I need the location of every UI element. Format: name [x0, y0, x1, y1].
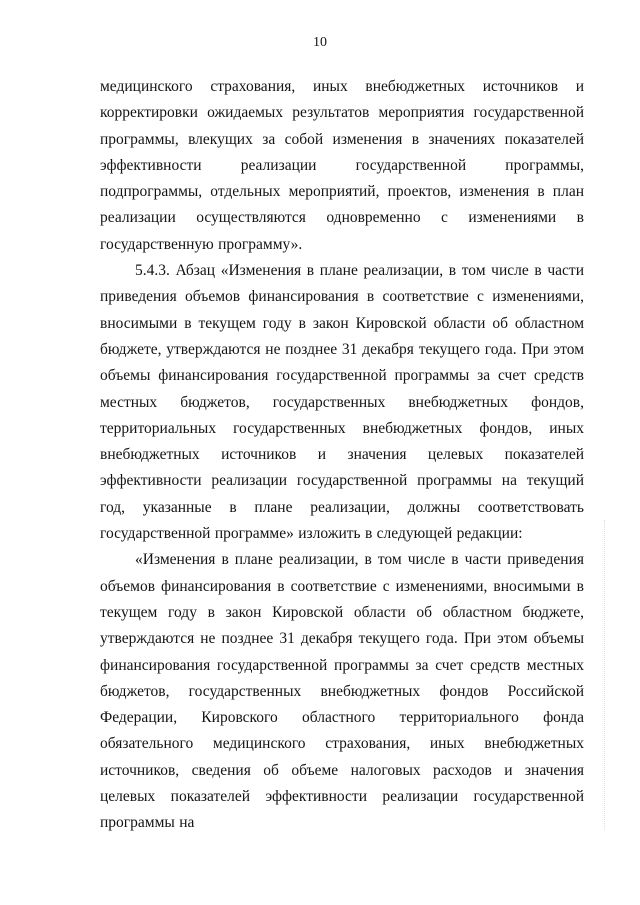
- document-body: [100, 74, 584, 837]
- paragraph-new-wording: «Изменения в плане реализации, в том числе в части приведения объемов финансирования в соответствие с изменениями, вносимыми в текущем году в закон Кировской области об областном бюджете, утверждаются не позднее 31 декабря текущего года. При этом объемы финансирования государственной программы за счет средств местных бюджетов, государственных внебюджетных фондов Российской Федерации, Кировского областного территориального фонда обязательного медицинского страхования, иных внебюджетных источников, сведения об объеме налоговых расходов и значения целевых показателей эффективности реализации государственной программы на: [100, 551, 584, 832]
- paragraph-5-4-3: 5.4.3. Абзац «Изменения в плане реализации, в том числе в части приведения объемов финансирования в соответствие с изменениями, вносимыми в текущем году в закон Кировской области об областном бюджете, утверждаются не позднее 31 декабря текущего года. При этом объемы финансирования государственной программы за счет средств местных бюджетов, государственных внебюджетных фондов, территориальных государственных внебюджетных фондов, иных внебюджетных источников и значения целевых показателей эффективности реализации государственной программы на текущий год, указанные в плане реализации, должны соответствовать государственной программе» изложить в следующей редакции:: [100, 262, 584, 543]
- page-number: 10: [313, 35, 327, 50]
- paragraph-continuation: медицинского страхования, иных внебюджетных источников и корректировки ожидаемых результатов мероприятия государственной программы, влекущих за собой изменения в значениях показателей эффективности реализации государственной программы, подпрограммы, отдельных мероприятий, проектов, изменения в план реализации осуществляются одновременно с изменениями в государственную программу».: [100, 78, 584, 253]
- scan-artifact: [598, 520, 605, 830]
